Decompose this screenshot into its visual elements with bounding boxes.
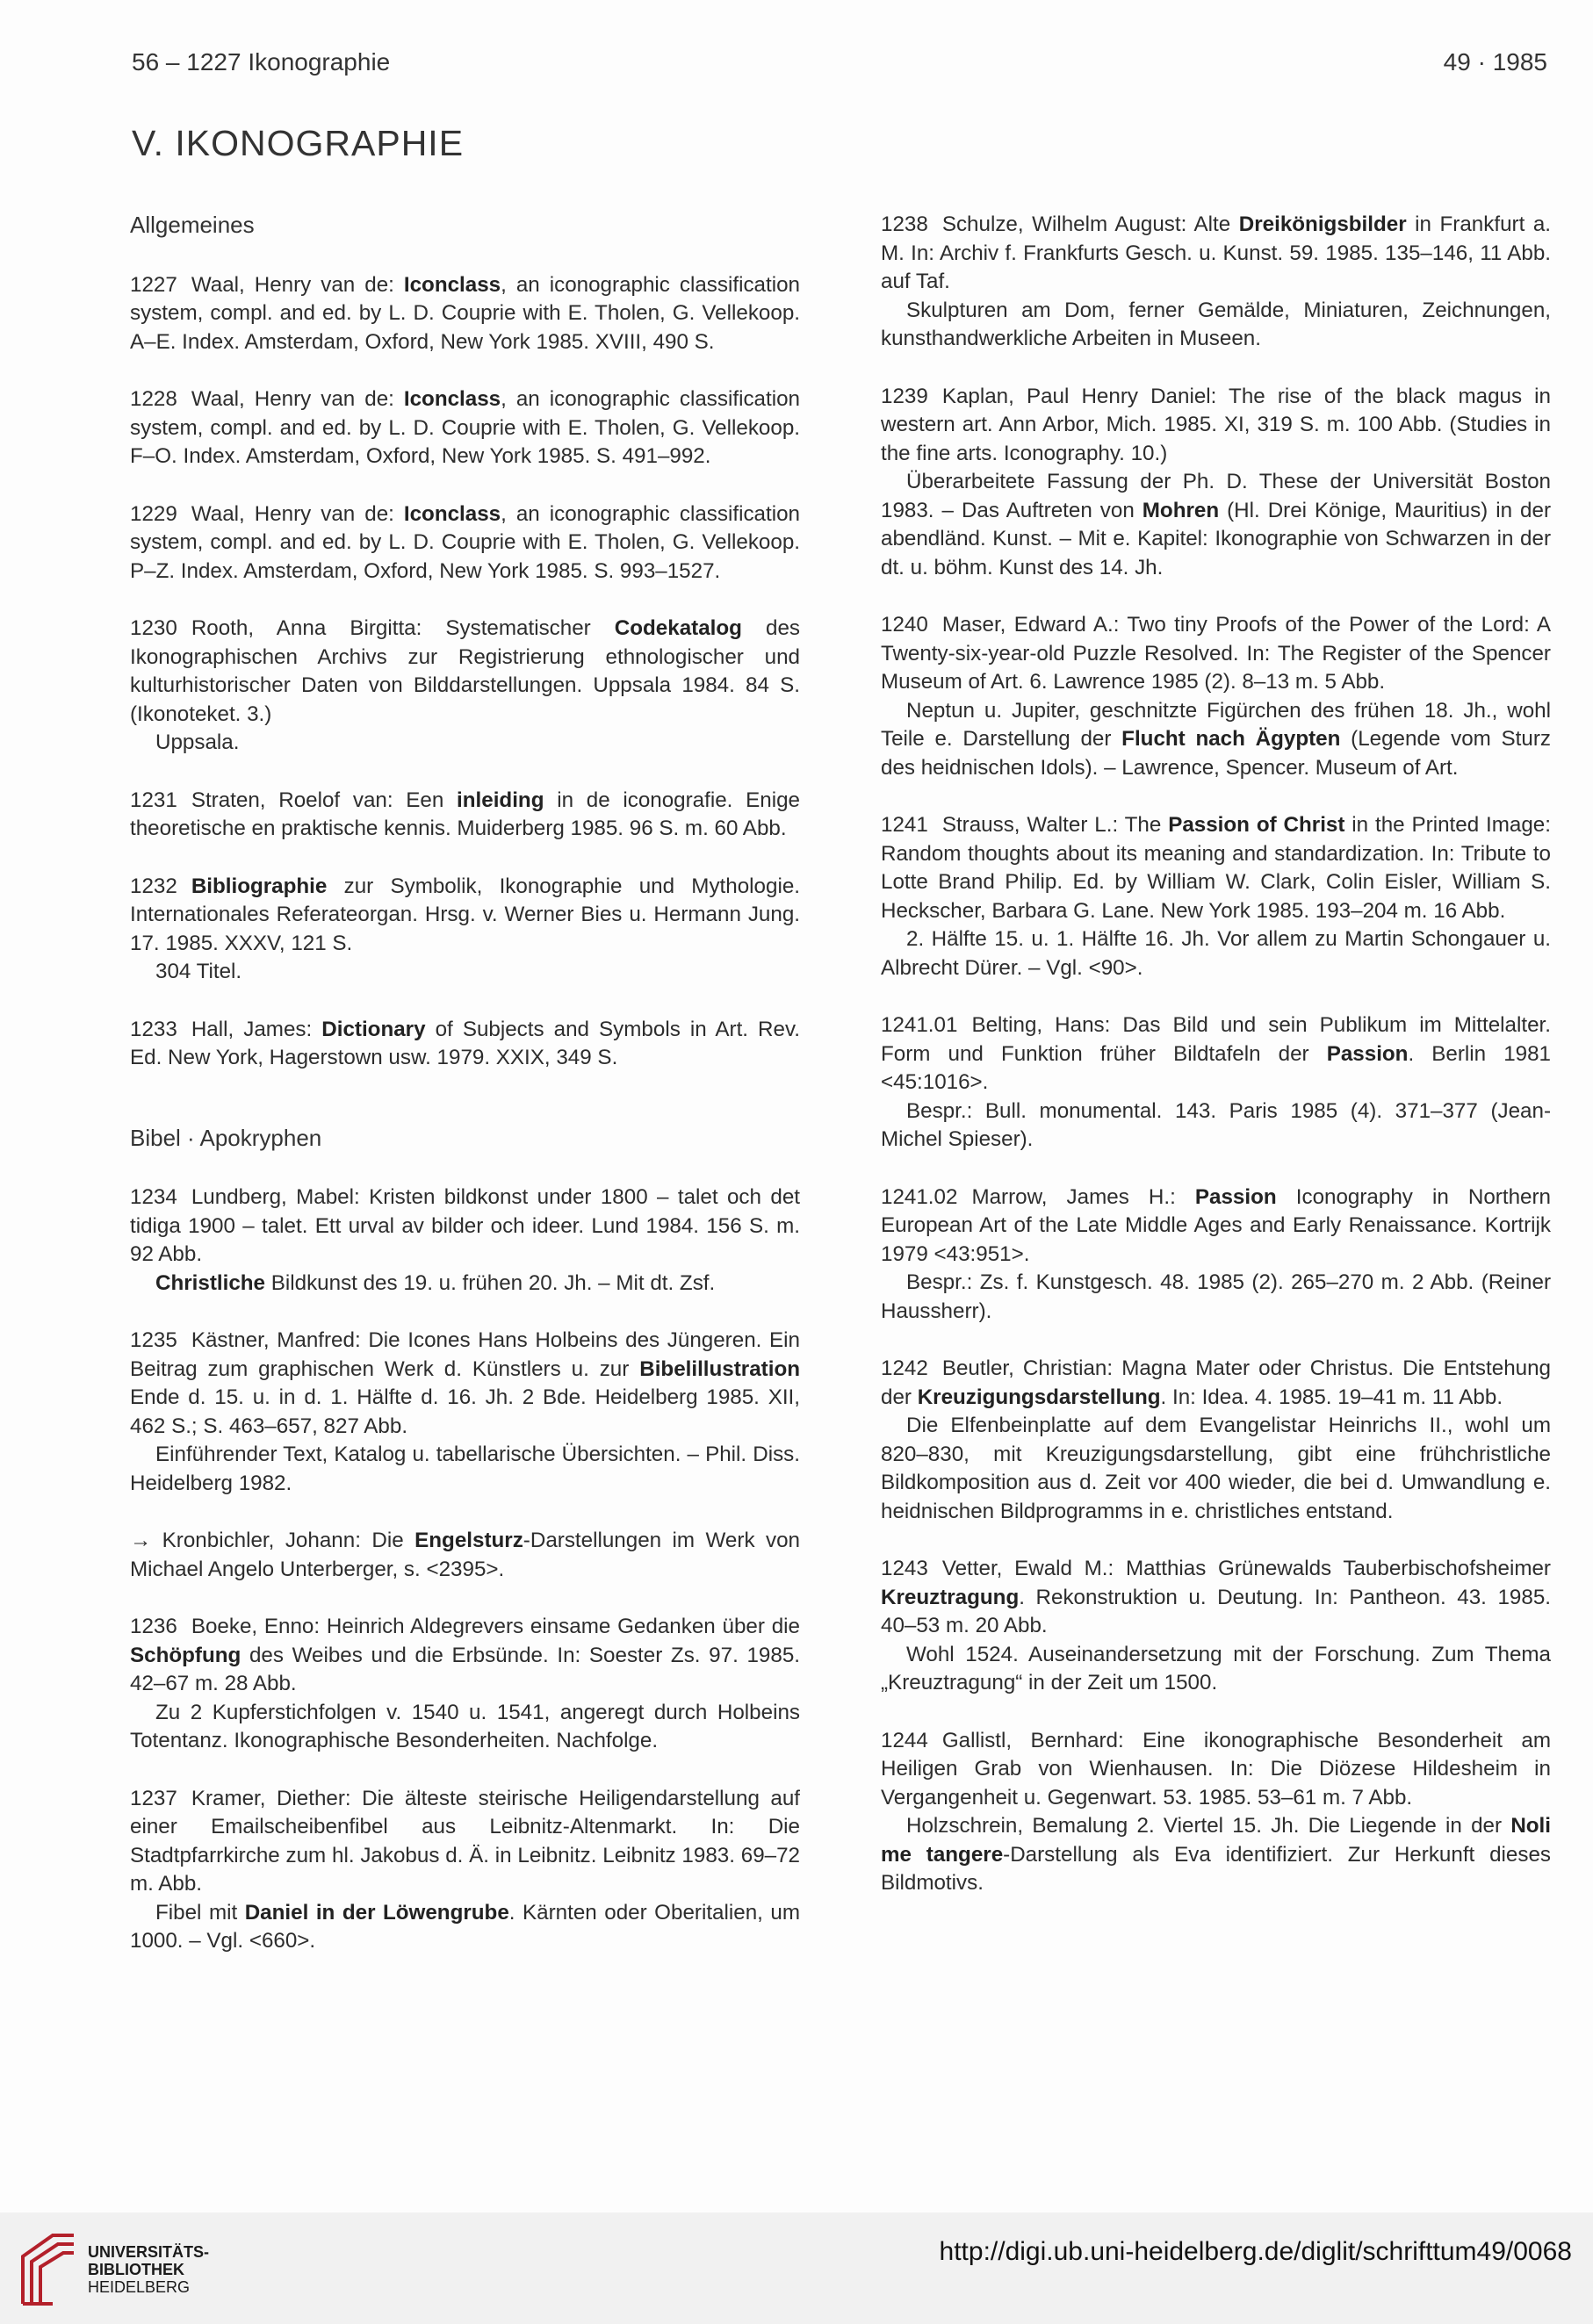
entry-text: des Ikonographischen Archivs zur Registrierung ethnologischer und kulturhistorischer Daten von Bilddarstellungen. Uppsala 1984. 84 S. (Ikonoteket. 3.) (130, 616, 800, 726)
entry-text: Waal, Henry van de: (191, 501, 404, 526)
entry-1229 (130, 500, 800, 586)
entry-text: Kronbichler, Johann: Die (151, 1529, 415, 1552)
entry-text: Marrow, James H.: (971, 1184, 1195, 1209)
entry-keyword: Daniel in der Löwengrube (244, 1900, 509, 1925)
entry-number: 1229 (130, 501, 177, 526)
entry-note: Zu 2 Kupferstichfolgen v. 1540 u. 1541, angeregt durch Holbeins Totentanz. Ikonographische Besonderheiten. Nachfolge. (130, 1700, 800, 1752)
entry-text: Beutler, Christian: Magna Mater oder Christus. Die Entstehung der (881, 1356, 1551, 1409)
entry-keyword: inleiding (457, 788, 544, 812)
entry-text: in Frankfurt a. M. In: Archiv f. Frankfurts Gesch. u. Kunst. 59. 1985. 135–146, 11 Abb. auf Taf. (881, 212, 1552, 293)
entry-keyword: Iconclass (403, 272, 501, 297)
entry-number: 1235 (130, 1328, 177, 1352)
running-head (132, 48, 1547, 83)
entry-number: 1241.01 (881, 1013, 958, 1037)
entry-keyword: Flucht nach Ägypten (1121, 727, 1341, 751)
entry-text: . Berlin 1981 <45:1016>. (881, 1041, 1551, 1094)
entry-1242 (881, 1355, 1551, 1526)
entry-note-text: Überarbeitete Fassung der Ph. D. These der Universität Boston 1983. – Das Auftreten von (881, 470, 1551, 522)
entry-note: Wohl 1524. Auseinandersetzung mit der Forschung. Zum Thema „Kreuztragung“ in der Zeit um 1500. (881, 1642, 1551, 1694)
entry-1233 (130, 1016, 800, 1073)
entry-text: Vetter, Ewald M.: Matthias Grünewalds Tauberbischofsheimer (941, 1557, 1551, 1580)
entry-note-text: Holzschrein, Bemalung 2. Viertel 15. Jh. Die Liegende in der (906, 1814, 1511, 1838)
entry-note (881, 697, 1551, 783)
entry-text: Belting, Hans: Das Bild und sein Publikum im Mittelalter. Form und Funktion früher Bildtafeln der (881, 1013, 1551, 1066)
entry-note-text: Neptun u. Jupiter, geschnitzte Figürchen des frühen 18. Jh., wohl Teile e. Darstellung der (881, 698, 1551, 751)
entry-number: 1228 (130, 387, 177, 411)
entry-1241-01 (881, 1011, 1551, 1155)
entry-note: Bespr.: Zs. f. Kunstgesch. 48. 1985 (2). 265–270 m. 2 Abb. (Reiner Haussherr). (881, 1270, 1551, 1323)
section-heading-allgemeines: Allgemeines (130, 212, 255, 238)
entry-1232 (130, 873, 800, 987)
entry-text: of Subjects and Symbols in Art. Rev. Ed. New York, Hagerstown usw. 1979. XXIX, 349 S. (130, 1017, 800, 1069)
entry-text: . Rekonstruktion u. Deutung. In: Pantheon. 43. 1985. 40–53 m. 20 Abb. (881, 1585, 1551, 1637)
entry-note-text: -Darstellung als Eva identifiziert. Zur Herkunft dieses Bildmotivs. (881, 1842, 1551, 1895)
entry-text: Waal, Henry van de: (191, 272, 404, 297)
entry-number: 1233 (130, 1017, 177, 1041)
entry-number: 1236 (130, 1615, 177, 1638)
entry-text: Lundberg, Mabel: Kristen bildkonst under 1800 – talet och det tidiga 1900 – talet. Ett urval av bilder och ideer. Lund 1984. 156 S. m. 92 Abb. (130, 1185, 800, 1266)
entry-number: 1241.02 (881, 1184, 958, 1209)
entry-keyword: Iconclass (403, 501, 501, 526)
entry-number: 1242 (881, 1356, 928, 1380)
right-column (881, 211, 1551, 1927)
entry-number: 1243 (881, 1557, 928, 1580)
entry-note: Skulpturen am Dom, ferner Gemälde, Miniaturen, Zeichnungen, kunsthandwerkliche Arbeiten in Museen. (881, 298, 1551, 350)
entry-text: Gallistl, Bernhard: Eine ikonographische Besonderheit am Heiligen Grab von Wienhausen. In: Die Diözese Hildesheim in Vergangenheit u. Gegenwart. 53. 1985. 53–61 m. 7 Abb. (881, 1728, 1551, 1810)
logo-line: UNIVERSITÄTS- (88, 2243, 210, 2261)
entry-1228 (130, 385, 800, 471)
entry-text: des Weibes und die Erbsünde. In: Soester Zs. 97. 1985. 42–67 m. 28 Abb. (130, 1643, 800, 1695)
entry-text: . In: Idea. 4. 1985. 19–41 m. 11 Abb. (1160, 1385, 1503, 1409)
entry-note-text: Fibel mit (155, 1900, 245, 1925)
entry-1241 (881, 811, 1551, 982)
entry-1235 (130, 1327, 800, 1498)
entry-keyword: Christliche (155, 1270, 266, 1295)
entry-keyword: Dictionary (321, 1017, 426, 1041)
entry-number: 1227 (130, 272, 177, 297)
entry-1240 (881, 611, 1551, 782)
entry-keyword: Schöpfung (130, 1643, 241, 1667)
library-logo-icon (18, 2230, 79, 2309)
entry-1241-02 (881, 1184, 1551, 1327)
footer-bar (0, 2212, 1593, 2324)
entry-text: Strauss, Walter L.: The (941, 813, 1169, 837)
entry-number: 1238 (881, 212, 928, 236)
entry-1237 (130, 1785, 800, 1956)
entry-keyword: Bibelillustration (639, 1356, 800, 1381)
entry-number: 1234 (130, 1185, 177, 1209)
entry-keyword: Kreuztragung (881, 1585, 1020, 1609)
entry-text: in de iconografie. Enige theoretische en praktische kennis. Muiderberg 1985. 96 S. m. 60 Abb. (130, 788, 800, 840)
entry-note-text: Bildkunst des 19. u. frühen 20. Jh. – Mit dt. Zsf. (265, 1270, 716, 1295)
entry-note-text: . Kärnten oder Oberitalien, um 1000. – Vgl. <660>. (130, 1900, 800, 1953)
entry-note: Die Elfenbeinplatte auf dem Evangelistar Heinrichs II., wohl um 820–830, mit Kreuzigungsdarstellung, gibt eine frühchristliche Bildkomposition aus d. Zeit vor 400 wieder, die bei d. Umwandlung e. heidnischen Bildprogramms in e. christliches entstand. (881, 1414, 1551, 1523)
entry-note (881, 1812, 1551, 1898)
entry-text: Straten, Roelof van: Een (191, 788, 458, 812)
entry-number: 1240 (881, 613, 928, 637)
entry-text: Hall, James: (191, 1017, 322, 1041)
entry-text: Schulze, Wilhelm August: Alte (941, 212, 1239, 236)
chapter-title: V. IKONOGRAPHIE (132, 123, 465, 163)
entry-text: in the Printed Image: Random thoughts about its meaning and standardization. In: Tribute to Lotte Brand Philip. Ed. by William W. Clark, Colin Eisler, William S. Heckscher, Barbara G. Lane. New York 1985. 193–204 m. 16 Abb. (881, 813, 1551, 923)
entry-note: Einführender Text, Katalog u. tabellarische Übersichten. – Phil. Diss. Heidelberg 1982. (130, 1443, 800, 1495)
entry-text: , an iconographic classification system, compl. and ed. by L. D. Couprie with E. Tholen, G. Vellekoop. F–O. Index. Amsterdam, Oxford, New York 1985. S. 491–992. (130, 387, 801, 468)
entry-1230 (130, 615, 800, 758)
entry-note (130, 1899, 800, 1956)
arrow-icon: → (130, 1529, 152, 1552)
entry-1239 (881, 383, 1551, 583)
entry-text: Ende d. 15. u. in d. 1. Hälfte d. 16. Jh. 2 Bde. Heidelberg 1985. XII, 462 S.; S. 463–657, 827 Abb. (130, 1385, 800, 1438)
section-heading-bibel: Bibel · Apokryphen (130, 1124, 322, 1151)
entry-keyword: Passion (1194, 1184, 1277, 1209)
entry-text: Rooth, Anna Birgitta: Systematischer (191, 616, 615, 640)
entry-text: Iconography in Northern European Art of the Late Middle Ages and Early Renaissance. Kortrijk 1979 <43:951>. (881, 1184, 1551, 1266)
running-head-right: 49 · 1985 (1443, 48, 1547, 76)
logo-line: BIBLIOTHEK (88, 2261, 184, 2278)
entry-number: 1237 (130, 1786, 177, 1810)
logo-line: HEIDELBERG (88, 2278, 191, 2296)
entry-keyword: Passion of Christ (1168, 813, 1345, 837)
entry-text: Kaplan, Paul Henry Daniel: The rise of the black magus in western art. Ann Arbor, Mich. 1985. XI, 319 S. m. 100 Abb. (Studies in the fine arts. Iconography. 10.) (881, 384, 1551, 465)
entry-keyword: Kreuzigungsdarstellung (917, 1385, 1161, 1409)
entry-1236 (130, 1613, 800, 1756)
entry-number: 1232 (130, 874, 177, 898)
entry-keyword: Iconclass (403, 387, 501, 411)
entry-text: -Darstellungen im Werk von Michael Angelo Unterberger, s. <2395>. (130, 1529, 800, 1581)
entry-text: zur Symbolik, Ikonographie und Mythologie. Internationales Referateorgan. Hrsg. v. Werner Bies u. Hermann Jung. 17. 1985. XXXV, 121 S. (130, 874, 800, 955)
entry-keyword: Bibliographie (191, 874, 328, 898)
entry-1227 (130, 271, 800, 357)
cross-reference (130, 1527, 800, 1584)
running-head-left: 56 – 1227 Ikonographie (132, 48, 391, 76)
entry-1244 (881, 1727, 1551, 1898)
entry-text: Boeke, Enno: Heinrich Aldegrevers einsame Gedanken über die (191, 1615, 800, 1638)
left-column (130, 211, 800, 1985)
entry-text: Waal, Henry van de: (191, 387, 404, 411)
entry-number: 1230 (130, 616, 177, 640)
entry-note: 304 Titel. (155, 960, 242, 983)
entry-number: 1239 (881, 384, 928, 408)
entry-text: Maser, Edward A.: Two tiny Proofs of the Power of the Lord: A Twenty-six-year-old Puzzle Resolved. In: The Register of the Spencer Museum of Art. 6. Lawrence 1985 (2). 8–13 m. 5 Abb. (881, 613, 1551, 694)
entry-keyword: Dreikönigsbilder (1238, 212, 1407, 236)
entry-text: , an iconographic classification system, compl. and ed. by L. D. Couprie with E. Tholen, G. Vellekoop. P–Z. Index. Amsterdam, Oxford, New York 1985. S. 993–1527. (130, 501, 801, 583)
entry-note-text: (Hl. Drei Könige, Mauritius) in der abendländ. Kunst. – Mit e. Kapitel: Ikonographie von Schwarzen in der dt. u. böhm. Kunst des 14. Jh. (881, 498, 1551, 579)
entry-keyword: Mohren (1142, 498, 1220, 522)
entry-number: 1244 (881, 1728, 928, 1752)
source-url-link[interactable]: http://digi.ub.uni-heidelberg.de/diglit/schrifttum49/0068 (939, 2237, 1572, 2266)
library-logo-text (88, 2243, 209, 2296)
entry-keyword: Codekatalog (614, 616, 742, 640)
entry-number: 1241 (881, 813, 928, 837)
entry-note: 2. Hälfte 15. u. 1. Hälfte 16. Jh. Vor allem zu Martin Schongauer u. Albrecht Dürer. – Vgl. <90>. (881, 927, 1551, 980)
entry-note (130, 1270, 800, 1299)
entry-1234 (130, 1184, 800, 1298)
entry-keyword: Passion (1326, 1041, 1409, 1066)
entry-text: Kästner, Manfred: Die Icones Hans Holbeins des Jüngeren. Ein Beitrag zum graphischen Werk d. Künstlers u. zur (130, 1328, 800, 1381)
entry-keyword: Engelsturz (414, 1529, 523, 1552)
entry-1243 (881, 1555, 1551, 1698)
entry-note: Bespr.: Bull. monumental. 143. Paris 1985 (4). 371–377 (Jean-Michel Spieser). (881, 1098, 1551, 1151)
entry-text: , an iconographic classification system, compl. and ed. by L. D. Couprie with E. Tholen, G. Vellekoop. A–E. Index. Amsterdam, Oxford, New York 1985. XVIII, 490 S. (130, 272, 801, 354)
entry-1231 (130, 787, 800, 844)
entry-text: Kramer, Diether: Die älteste steirische Heiligendarstellung auf einer Emailscheibenfibel aus Leibnitz-Altenmarkt. In: Die Stadtpfarrkirche zum hl. Jakobus d. Ä. in Leibnitz. Leibnitz 1983. 69–72 m. Abb. (130, 1786, 800, 1896)
entry-number: 1231 (130, 788, 177, 812)
entry-note-text: (Legende vom Sturz des heidnischen Idols). – Lawrence, Spencer. Museum of Art. (881, 727, 1551, 780)
entry-note (881, 468, 1551, 582)
entry-keyword: Noli me tangere (881, 1814, 1551, 1867)
entry-1238 (881, 211, 1551, 354)
entry-note: Uppsala. (155, 730, 240, 754)
